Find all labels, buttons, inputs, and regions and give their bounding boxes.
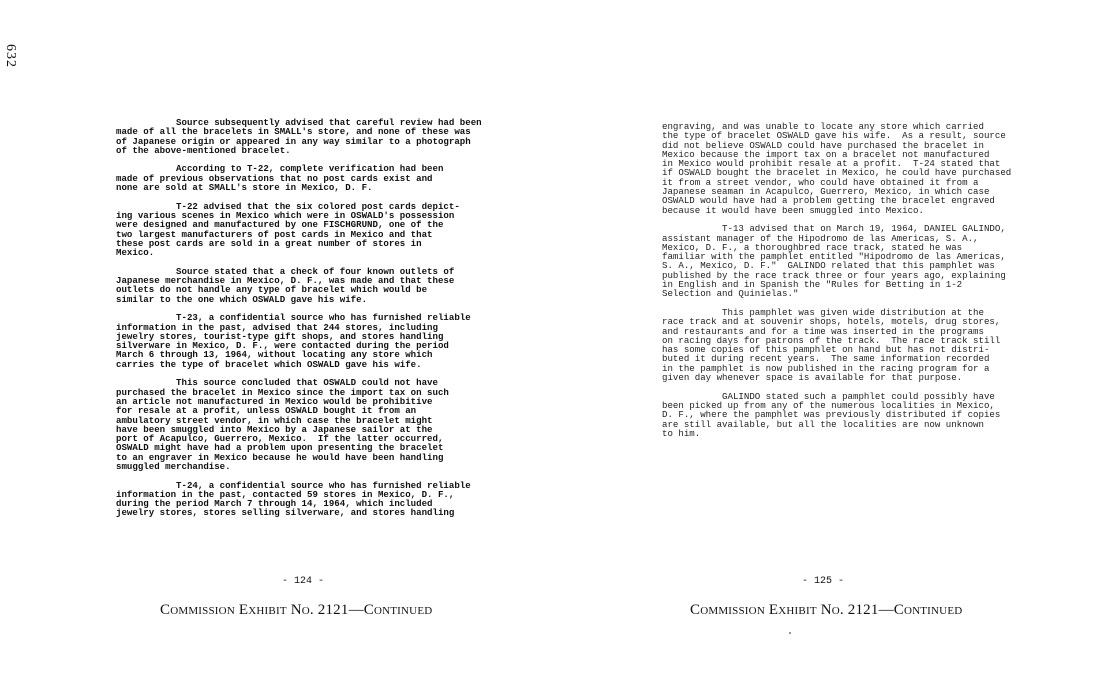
page-number: 632: [3, 44, 18, 68]
right-page-folio: - 125 -: [802, 576, 845, 587]
left-page-folio: - 124 -: [282, 576, 325, 587]
left-page-body-text: Source subsequently advised that careful review had been made of all the bracelets in SMALL's store, and none of these was of Japanese origin or appeared in any way similar to a photograph of the above-mentioned bracelet. According to T-22, complete verification had been made of previous observations that no post cards exist and none are sold at SMALL's store in Mexico, D. F. T-22 advised that the six colored post cards depict- ing various scenes in Mexico which were in OSWALD's possession were designed and manufactured by one FISCHGRUND, one of the two largest manufacturers of post cards in Mexico and that these post cards are sold in a great number of stores in Mexico. Source stated that a check of four known outlets of Japanese merchandise in Mexico, D. F., was made and that these outlets do not handle any type of bracelet which would be similar to the one which OSWALD gave his wife. T-23, a confidential source who has furnished reliable information in the past, advised that 244 stores, including jewelry stores, tourist-type gift shops, and stores handling silverware in Mexico, D. F., were contacted during the period March 6 through 13, 1964, without locating any store which carries the type of bracelet which OSWALD gave his wife. This source concluded that OSWALD could not have purchased the bracelet in Mexico since the import tax on such an article not manufactured in Mexico would be prohibitive for resale at a profit, unless OSWALD bought it from an ambulatory street vendor, in which case the bracelet might have been smuggled into Mexico by a Japanese sailor at the port of Acapulco, Guerrero, Mexico. If the latter occurred, OSWALD might have had a problem upon presenting the bracelet to an engraver in Mexico because he would have been handling smuggled merchandise. T-24, a confidential source who has furnished reliable information in the past, contacted 59 stores in Mexico, D. F., during the period March 7 through 14, 1964, which included jewelry stores, stores selling silverware, and stores handling: [116, 117, 482, 519]
right-page-caption: Commission Exhibit No. 2121—Continued: [690, 602, 963, 618]
right-page-body-text: engraving, and was unable to locate any store which carried the type of bracelet OSWALD gave his wife. As a result, source did not believe OSWALD could have purchased the bracelet in Mexico because the import tax on a bracelet not manufactured in Mexico would prohibit resale at a profit. T-24 stated that if OSWALD bought the bracelet in Mexico, he could have purchased it from a street vendor, who could have obtained it from a Japanese seaman in Acapulco, Guerrero, Mexico, in which case OSWALD would have had a problem getting the bracelet engraved because it would have been smuggled into Mexico. T-13 advised that on March 19, 1964, DANIEL GALINDO, assistant manager of the Hipodromo de las Americas, S. A., Mexico, D. F., a thoroughbred race track, stated he was familiar with the pamphlet entitled "Hipodromo de las Americas, S. A., Mexico, D. F." GALINDO related that this pamphlet was published by the race track three or four years ago, explaining in English and in Spanish the "Rules for Betting in 1-2 Selection and Quinielas." This pamphlet was given wide distribution at the race track and at souvenir shops, hotels, motels, drug stores, and restaurants and for a time was inserted in the programs on racing days for patrons of the track. The race track still has some copies of this pamphlet on hand but has not distri- buted it during recent years. The same information recorded in the pamphlet is now published in the racing program for a given day whenever space is available for that purpose. GALINDO stated such a pamphlet could possibly have been picked up from any of the numerous localities in Mexico, D. F., where the pamphlet was previously distributed if copies are still available, but all the localities are now unknown to him.: [662, 121, 1012, 439]
scan-speck: [789, 632, 791, 634]
left-page-caption: Commission Exhibit No. 2121—Continued: [160, 602, 433, 618]
